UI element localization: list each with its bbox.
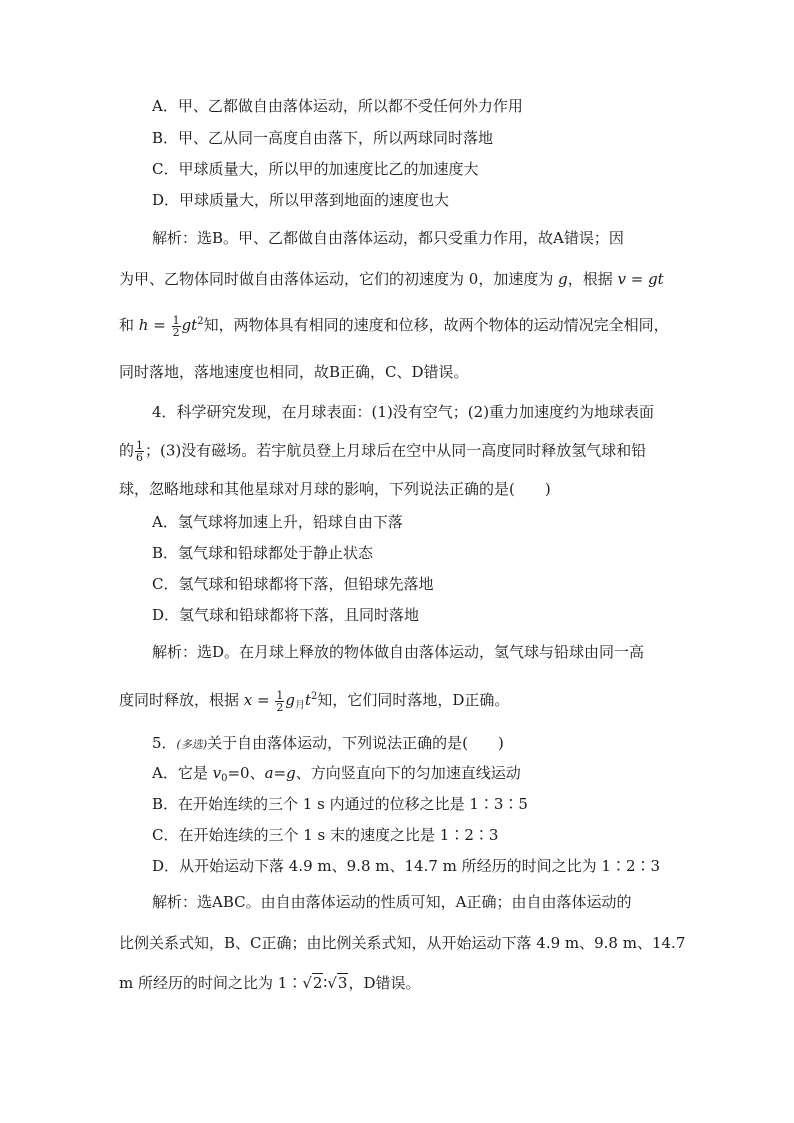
- q3-option-a: A．甲、乙都做自由落体运动，所以都不受任何外力作用: [152, 97, 523, 115]
- q4-option-c: C．氢气球和铅球都将下落，但铅球先落地: [152, 575, 434, 593]
- q4-option-a: A．氢气球将加速上升，铅球自由下落: [152, 513, 403, 531]
- q5-option-a: A．它是 $v_0=0$、a=g、方向竖直向下的匀加速直线运动: [152, 764, 521, 784]
- q4-stem-line1: 4．科学研究发现，在月球表面：(1)没有空气；(2)重力加速度约为地球表面: [152, 403, 655, 421]
- q5-analysis-line2: 比例关系式知，B、C正确；由比例关系式知，从开始运动下落 4.9 m、9.8 m、14.7: [119, 934, 686, 952]
- q5-option-d: D．从开始运动下落 4.9 m、9.8 m、14.7 m 所经历的时间之比为 1∶2∶3: [152, 857, 661, 875]
- q3-analysis-line4: 同时落地，落地速度也相同，故B正确，C、D错误。: [119, 363, 469, 381]
- q4-stem-line3: 球，忽略地球和其他星球对月球的影响，下列说法正确的是( ): [119, 480, 551, 498]
- q4-analysis-line2: 度同时释放，根据 x = $\frac{1}{2}$ $g_月t^2$知，它们同时落地，D正确。: [119, 688, 510, 714]
- q3-analysis-line3: 和 h = $\frac{1}{2}$ $gt^2$知，两物体具有相同的速度和位移，故两个物体的运动情况完全相同，: [119, 313, 669, 339]
- q4-analysis-line1: 解析：选D。在月球上释放的物体做自由落体运动，氢气球与铅球由同一高: [152, 643, 645, 661]
- fraction-one-half: $\frac{1}{2}$: [276, 688, 284, 714]
- q3-option-d: D．甲球质量大，所以甲落到地面的速度也大: [152, 191, 450, 209]
- q4-option-b: B．氢气球和铅球都处于静止状态: [152, 544, 374, 562]
- q4-option-d: D．氢气球和铅球都将下落，且同时落地: [152, 606, 420, 624]
- q4-stem-line2: 的 $\frac{1}{6}$ ；(3)没有磁场。若宇航员登上月球后在空中从同一高度同时释放氢气球和铅: [119, 439, 647, 464]
- sqrt-symbol: √: [327, 974, 337, 992]
- q5-option-b: B．在开始连续的三个 1 s 内通过的位移之比是 1∶3∶5: [152, 795, 528, 813]
- q3-analysis-line1: 解析：选B。甲、乙都做自由落体运动，都只受重力作用，故A错误；因: [152, 229, 624, 247]
- q3-analysis-line2: 为甲、乙物体同时做自由落体运动，它们的初速度为 0，加速度为 g，根据 v = gt: [119, 270, 664, 288]
- q3-option-b: B．甲、乙从同一高度自由落下，所以两球同时落地: [152, 129, 494, 147]
- q5-analysis-line3: m 所经历的时间之比为 1∶√2∶√3，D错误。: [119, 974, 421, 992]
- multi-choice-tag: (多选): [176, 738, 208, 751]
- q5-stem: 5．(多选)关于自由落体运动，下列说法正确的是( ): [152, 734, 504, 752]
- fraction-one-half: $\frac{1}{2}$: [172, 313, 180, 339]
- fraction-one-sixth: $\frac{1}{6}$: [136, 439, 144, 464]
- q3-option-c: C．甲球质量大，所以甲的加速度比乙的加速度大: [152, 160, 479, 178]
- q5-option-c: C．在开始连续的三个 1 s 末的速度之比是 1∶2∶3: [152, 826, 499, 844]
- sqrt-symbol: √: [302, 974, 312, 992]
- q5-analysis-line1: 解析：选ABC。由自由落体运动的性质可知，A正确；由自由落体运动的: [152, 893, 632, 911]
